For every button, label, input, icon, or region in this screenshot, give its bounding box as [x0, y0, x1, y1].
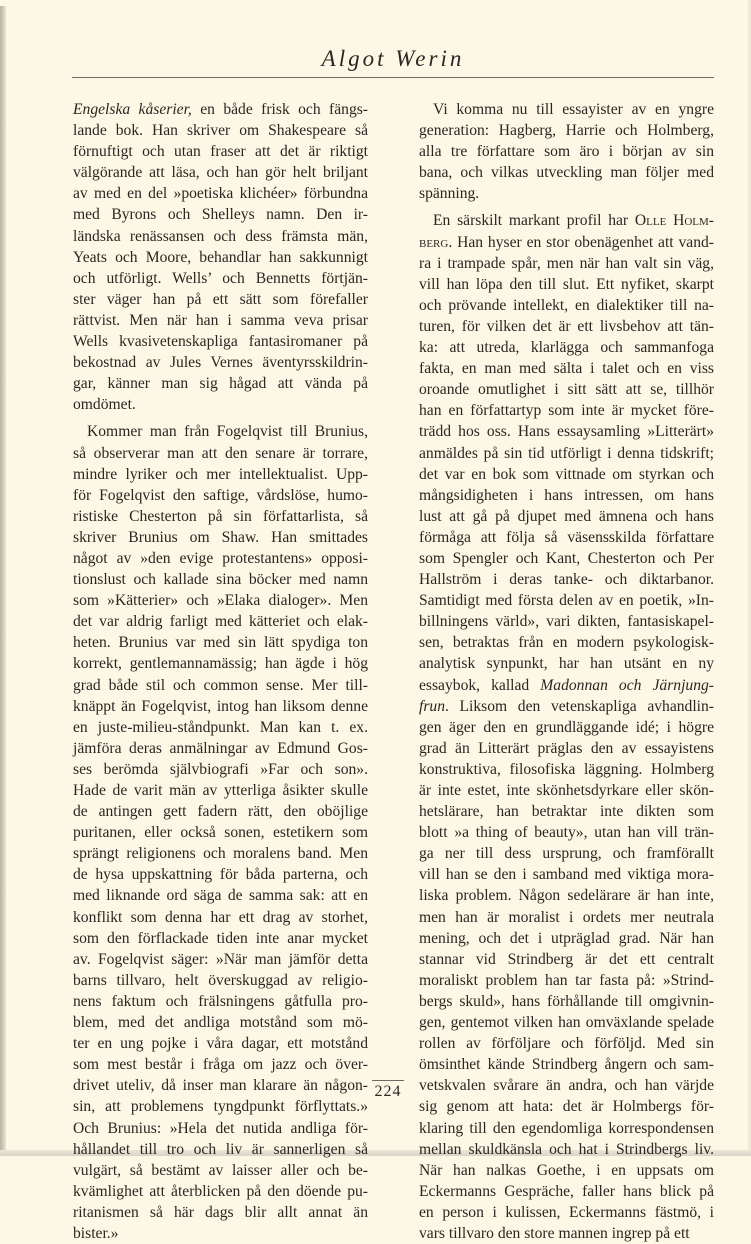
text-line: och prövande intellekt, en dialektiker till na- — [419, 296, 714, 314]
text-line: barns tillvaro, helt överskuggad av religio- — [73, 971, 368, 989]
paragraph — [419, 210, 714, 1244]
text-line: mindre lyriker och mer intellektualist. Upp- — [73, 465, 368, 483]
text-line: hetslärare, han betraktar inte dikten som — [419, 803, 714, 821]
text-line: men han är moralist i ordets mer neutrala — [419, 908, 714, 926]
text-line: Engelska kåserier, en både frisk och fängs- — [73, 101, 369, 118]
text-line: sprängt religionens och moralens band. Men — [73, 845, 368, 863]
text-line: som den förflackade tiden inte anar mycket — [73, 929, 368, 947]
text-line: det var en bok som vittnade om styrkan och — [419, 465, 714, 483]
text-line: sin, att problemens tyngdpunkt förflyttats.» — [73, 1098, 368, 1116]
text-line: och utförligt. Wells’ och Bennetts förtjän- — [73, 269, 368, 287]
folio-rule — [372, 1080, 404, 1081]
text-line: En särskilt markant profil har Olle Holm- — [433, 212, 714, 230]
text-line: Eckermanns Gespräche, faller hans blick på — [419, 1182, 714, 1200]
text-line: Kommer man från Fogelqvist till Brunius, — [87, 423, 368, 441]
text-line: med liknande ord säga de samma sak: att en — [73, 887, 368, 905]
text-line: ra i trampade spår, men när han valt sin väg, — [419, 254, 714, 272]
text-line: för Fogelqvist den saftige, vårdslöse, humo- — [73, 486, 368, 504]
text-line: ömsinthet kände Strindberg ångern och sam- — [419, 1056, 714, 1074]
text-line: jämföra deras anmälningar av Edmund Gos- — [73, 739, 368, 757]
text-line: ritanismen så här dags blir allt annat än — [73, 1203, 368, 1221]
text-line: drivet uteliv, då inser man klarare än någon- — [73, 1077, 368, 1095]
text-line: ses berömda självbiografi »Far och son». — [73, 760, 368, 778]
text-line: ristiske Chesterton på sin författarlista, så — [73, 507, 368, 525]
text-line: han en författartyp som inte är mycket före- — [419, 402, 714, 420]
text-line: Samtidigt med första delen av en poetik, »In- — [419, 592, 714, 610]
text-line: lust att gå på djupet med ämnena och hans — [419, 507, 714, 525]
text-line: billningens värld», vari dikten, fantasiskapel- — [419, 613, 714, 631]
text-line: generation: Hagberg, Harrie och Holmberg, — [419, 122, 714, 140]
text-line: gen äger den en grundläggande idé; i högre — [419, 718, 714, 736]
text-line: vetskvalen svårare än andra, och han värjde — [419, 1077, 714, 1095]
text-line: något av »den evige protestantens» opposi- — [73, 549, 368, 567]
text-line: Wells kvasivetenskapliga fantasiromaner på — [73, 333, 368, 351]
text-line: ga ner till dess ursprung, och framförallt — [419, 845, 714, 863]
text-line: oroande omutlighet i sitt sätt att se, tillhör — [419, 381, 714, 399]
text-line: nens faktum och frälsningens gåtfulla pro- — [73, 992, 368, 1010]
text-line: ka: att utreda, klarlägga och sammanfoga — [419, 339, 714, 357]
text-line: När han nalkas Goethe, i en uppsats om — [419, 1161, 714, 1179]
text-line: mångsidigheten i hans intressen, om hans — [419, 486, 714, 504]
text-line: skriver Brunius om Shaw. Han smittades — [73, 528, 368, 546]
paragraph — [419, 99, 714, 204]
text-line: ländska renässansen och dess främsta män, — [73, 227, 368, 245]
text-line: heten. Brunius var med sin lätt spydiga ton — [73, 634, 368, 652]
text-line: som Spengler och Kant, Chesterton och Per — [419, 549, 714, 567]
text-line: blott »a thing of beauty», utan han vill trän- — [419, 824, 714, 842]
text-line: sig genom att hata: det är Holmbergs för- — [419, 1098, 714, 1116]
text-line: alla tre författare som äro i början av sin — [419, 143, 714, 161]
text-line: vulgärt, så bestämt av laisser aller och be- — [73, 1161, 368, 1179]
text-line: kvämlighet att återblicken på den döende pu- — [73, 1182, 368, 1200]
text-line: lande bok. Han skriver om Shakespeare så — [73, 122, 368, 140]
text-line: av. Fogelqvist säger: »När man jämför detta — [73, 950, 368, 968]
text-line: så observerar man att den senare är torrare, — [73, 444, 368, 462]
paragraph — [73, 421, 368, 1244]
text-line: konflikt som denna har ett drag av storhet, — [73, 908, 368, 926]
right-column — [419, 99, 714, 1244]
page-number: 224 — [374, 1083, 402, 1100]
text-line: ster väger han på ett sätt som förefaller — [73, 290, 368, 308]
text-line: som mest består i fråga om jazz och över- — [73, 1056, 368, 1074]
text-line: vill han se den i samband med viktiga mora- — [419, 866, 714, 884]
text-line: bister.» — [73, 1224, 119, 1242]
text-line: Hallström i deras tanke- och diktarbanor. — [419, 571, 714, 589]
text-line: de antingen gett fadern rätt, den oböjlige — [73, 803, 368, 821]
text-line: klaring till den egendomliga korrespondensen — [419, 1119, 714, 1137]
text-line: mening, och det i utpräglad grad. När han — [419, 929, 714, 947]
text-line: liska problem. Någon sedelärare är han inte, — [419, 887, 714, 905]
text-line: puritanen, eller också sonen, estetikern som — [73, 824, 368, 842]
text-line: trädd hos oss. Hans essaysamling »Litterärt» — [419, 423, 714, 441]
text-line: förnuftigt och utan fraser att det är riktigt — [73, 143, 368, 161]
text-line: turen, för vilken det är ett livsbehov att tän- — [419, 317, 714, 335]
text-line: av med en del »poetiska klichéer» förbundna — [73, 185, 368, 203]
text-line: moraliskt problem han tar fasta på: »Strind- — [419, 971, 714, 989]
text-line: bana, och vilkas utveckling man följer med — [419, 164, 714, 182]
text-line: Och Brunius: »Hela det nutida andliga för- — [73, 1119, 368, 1137]
text-line: bekostnad av Jules Vernes äventyrsskildrin- — [73, 354, 368, 372]
text-line: en person i kulissen, Eckermanns fästmö, i — [419, 1203, 714, 1221]
header-rule — [72, 77, 714, 78]
text-line: mellan skuldkänsla och hat i Strindbergs liv. — [419, 1140, 714, 1158]
text-line: sen, betraktas från en modern psykologisk- — [419, 634, 714, 652]
text-line: med Byrons och Shelleys namn. Den ir- — [73, 206, 368, 224]
text-line: Hade de varit män av ytterliga åsikter skulle — [73, 782, 368, 799]
text-line: förmåga att följa så väsensskilda författare — [419, 528, 714, 546]
text-line: gen, gentemot vilken han omväxlande spelade — [419, 1014, 714, 1032]
text-line: ter en ung pojke i våra dagar, ett motstånd — [73, 1035, 368, 1053]
text-line: blem, med det andliga motstånd som mö- — [73, 1014, 368, 1032]
text-line: tionslust och kallade sina böcker med namn — [73, 571, 368, 589]
text-line: fakta, en man med sälta i talet och en viss — [419, 360, 714, 378]
page-edge-left — [0, 6, 6, 1150]
text-line: bergs skuld», hans förhållande till omgivnin- — [419, 992, 714, 1010]
text-line: frun. Liksom den vetenskapliga avhandlin- — [419, 697, 714, 715]
text-line: spänning. — [419, 185, 480, 203]
text-line: Yeats och Moore, behandlar han sakkunnigt — [73, 248, 368, 266]
text-line: grad både stil och common sense. Mer till- — [73, 676, 368, 694]
text-line: anmäldes på sin tid utförligt i denna tidskrift; — [419, 444, 714, 462]
text-line: essaybok, kallad Madonnan och Järnjung- — [419, 676, 714, 694]
text-line: Vi komma nu till essayister av en yngre — [433, 101, 714, 118]
text-line: omdömet. — [73, 396, 136, 414]
text-line: stannar vid Strindberg är det ett centralt — [419, 950, 714, 968]
text-line: välgörande att läsa, och han gör helt briljant — [73, 164, 368, 182]
text-line: analytisk synpunkt, har han utsänt en ny — [419, 655, 714, 673]
text-line: vill han löpa den till slut. Ett nyfiket, skarpt — [419, 275, 714, 293]
text-line: rollen av förföljare och förföljd. Med sin — [419, 1035, 714, 1053]
text-line: knäppt än Fogelqvist, intog han liksom denne — [73, 697, 368, 715]
text-line: korrekt, gentlemannamässig; han ägde i hög — [73, 655, 368, 673]
paragraph — [73, 99, 368, 415]
left-column — [73, 99, 368, 1244]
text-line: en juste-milieu-ståndpunkt. Man kan t. ex. — [73, 718, 368, 736]
text-line: som »Kätterier» och »Elaka dialoger». Men — [73, 592, 368, 610]
text-line: konstruktiva, filosofiska läggning. Holmberg — [419, 760, 714, 778]
text-line: är inte estet, inte skönhetsdyrkare eller skön- — [419, 782, 714, 799]
text-line: grad än Litterärt präglas den av essayistens — [419, 739, 714, 757]
text-line: rättvist. Men när han i samma veva prisar — [73, 311, 368, 329]
text-line: gar, känner man sig hågad att vända på — [73, 375, 368, 393]
text-line: det var aldrig farligt med kätteriet och elak- — [73, 613, 368, 631]
text-line: de hysa uppskattning för båda parterna, och — [73, 866, 368, 884]
text-line: berg. Han hyser en stor obenägenhet att vand- — [419, 233, 714, 251]
text-line: hållandet till tro och liv är sannerligen så — [73, 1140, 368, 1158]
text-line: vars tillvaro den store mannen ingrep på ett — [419, 1224, 690, 1242]
running-head: Algot Werin — [321, 46, 465, 71]
